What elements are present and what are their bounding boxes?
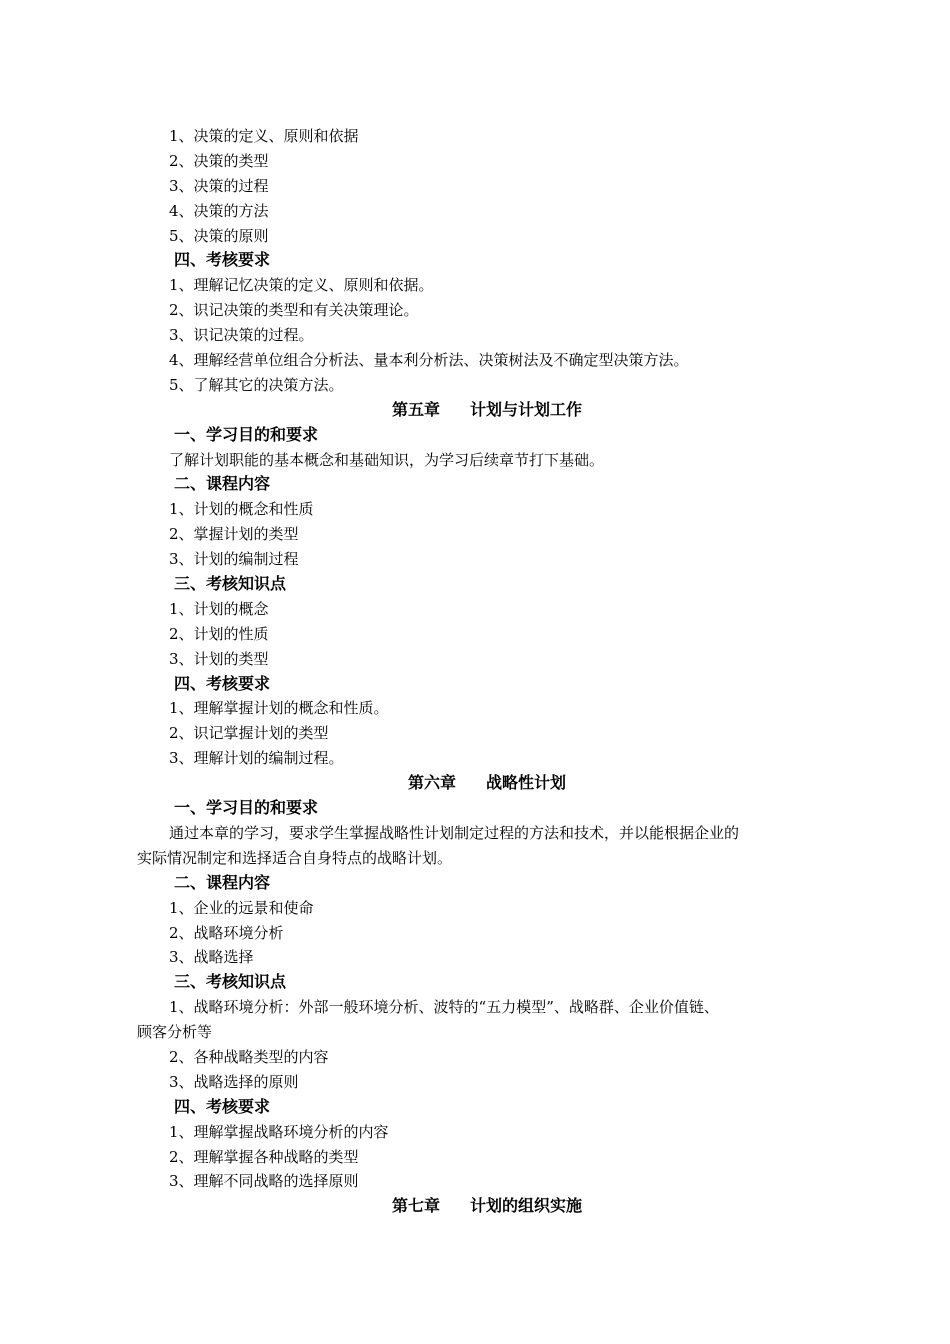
list-item: 1、决策的定义、原则和依据 xyxy=(169,127,359,145)
section-heading: 三、考核知识点 xyxy=(174,972,287,992)
section-heading: 四、考核要求 xyxy=(174,1096,271,1116)
list-item: 3、战略选择 xyxy=(169,948,254,967)
list-item: 2、掌握计划的类型 xyxy=(169,525,299,544)
list-item: 5、了解其它的决策方法。 xyxy=(169,375,344,394)
list-item: 2、识记决策的类型和有关决策理论。 xyxy=(169,301,419,320)
paragraph-line: 顾客分析等 xyxy=(137,1023,213,1042)
list-item: 1、企业的远景和使命 xyxy=(169,898,314,917)
chapter-number: 第五章 xyxy=(391,399,440,419)
list-item: 2、识记掌握计划的类型 xyxy=(169,724,329,743)
list-item: 3、战略选择的原则 xyxy=(169,1072,299,1091)
list-item: 3、决策的过程 xyxy=(169,176,269,195)
list-item: 3、理解不同战略的选择原则 xyxy=(169,1172,359,1191)
list-item: 2、各种战略类型的内容 xyxy=(169,1047,329,1066)
chapter-number: 第六章 xyxy=(407,773,456,793)
section-heading: 三、考核知识点 xyxy=(174,574,287,594)
chapter-title xyxy=(137,398,817,423)
section-heading: 四、考核要求 xyxy=(174,673,271,693)
chapter-name: 计划与计划工作 xyxy=(470,399,583,419)
list-item: 2、理解掌握各种战略的类型 xyxy=(169,1147,359,1166)
paragraph: 了解计划职能的基本概念和基础知识，为学习后续章节打下基础。 xyxy=(169,450,605,469)
list-item: 1、理解记忆决策的定义、原则和依据。 xyxy=(169,276,434,295)
list-item: 3、理解计划的编制过程。 xyxy=(169,749,344,768)
paragraph-line: 实际情况制定和选择适合自身特点的战略计划。 xyxy=(137,848,453,867)
chapter-number: 第七章 xyxy=(391,1196,440,1216)
list-item: 3、计划的编制过程 xyxy=(169,550,299,569)
list-item: 1、计划的概念 xyxy=(169,599,269,618)
section-heading: 四、考核要求 xyxy=(174,250,271,270)
list-item: 1、理解掌握计划的概念和性质。 xyxy=(169,699,389,718)
list-item: 5、决策的原则 xyxy=(169,226,269,245)
list-item: 2、战略环境分析 xyxy=(169,923,284,942)
list-item: 3、计划的类型 xyxy=(169,649,269,668)
list-item: 4、理解经营单位组合分析法、量本利分析法、决策树法及不确定型决策方法。 xyxy=(169,351,689,370)
list-item: 1、理解掌握战略环境分析的内容 xyxy=(169,1122,389,1141)
list-item: 2、计划的性质 xyxy=(169,624,269,643)
chapter-title xyxy=(137,771,817,796)
list-item: 1、计划的概念和性质 xyxy=(169,500,314,519)
section-heading: 二、课程内容 xyxy=(174,474,271,494)
section-heading: 二、课程内容 xyxy=(174,872,271,892)
paragraph-line: 1、战略环境分析：外部一般环境分析、波特的“五力模型”、战略群、企业价值链、 xyxy=(169,998,719,1017)
section-heading: 一、学习目的和要求 xyxy=(174,798,319,818)
list-item: 2、决策的类型 xyxy=(169,151,269,170)
chapter-name: 计划的组织实施 xyxy=(470,1196,583,1216)
list-item: 3、识记决策的过程。 xyxy=(169,326,314,345)
chapter-name: 战略性计划 xyxy=(486,773,567,793)
section-heading: 一、学习目的和要求 xyxy=(174,424,319,444)
chapter-title xyxy=(137,1194,817,1219)
document-body xyxy=(137,124,817,1219)
paragraph-line: 通过本章的学习，要求学生掌握战略性计划制定过程的方法和技术，并以能根据企业的 xyxy=(169,823,740,842)
list-item: 4、决策的方法 xyxy=(169,201,269,220)
